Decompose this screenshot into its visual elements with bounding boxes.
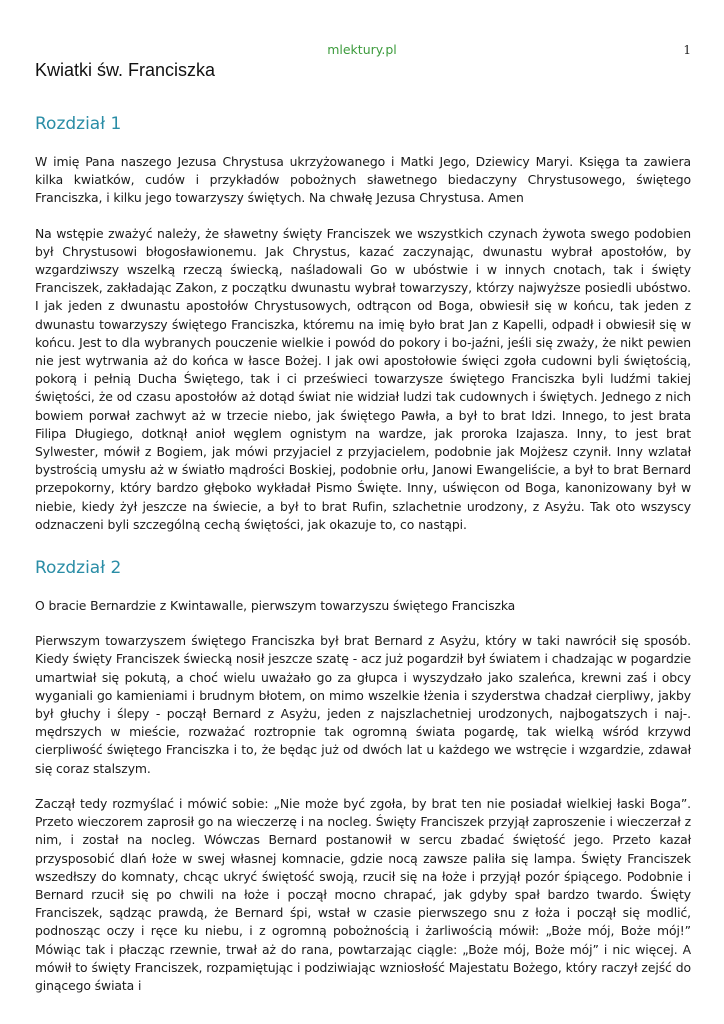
book-title: Kwiatki św. Franciszka — [35, 60, 216, 80]
chapter-2 — [35, 558, 691, 995]
body-paragraph: Pierwszym towarzyszem świętego Franciszka był brat Bernard z Asyżu, który w taki nawrócił się sposób. Kiedy święty Franciszek świecką nosił jeszcze szatę - acz już pogardził był światem i chadzając w pogardzie umartwiał się pokutą, a choć wielu uważało go za głupca i wyszydzało jako szaleńca, krewni zaś i obcy wyganiali go kamieniami i brudnym błotem, on mimo wszelkie łżenia i szyderstwa chadzał cierpliwy, jakby był głuchy i ślepy - począł Bernard z Asyżu, jeden z najszlachetniej urodzonych, najbogatszych i naj-. mędrszych w mieście, rozważać roztropnie tak ogromną świata pogardę, tak wielką wśród krzywd cierpliwość świętego Franciszka i to, że będąc już od dwóch lat u każdego we wstręcie i wzgardzie, zdawał się coraz stalszym. — [35, 633, 691, 776]
chapter-heading: Rozdział 1 — [35, 114, 122, 134]
page-number: 1 — [683, 43, 691, 57]
chapter-heading: Rozdział 2 — [35, 558, 122, 579]
chapter-1 — [35, 114, 691, 534]
site-header-link[interactable]: mlektury.pl — [327, 42, 397, 57]
document-body — [35, 114, 691, 995]
chapter-subtitle: O bracie Bernardzie z Kwintawalle, pierwszym towarzyszu świętego Franciszka — [35, 598, 516, 614]
body-paragraph: Zaczął tedy rozmyślać i mówić sobie: „Nie może być zgoła, by brat ten nie posiadał wielkiej łaski Boga”. Przeto wieczorem zaprosił go na wieczerzę i na nocleg. Święty Franciszek przyjął zaproszenie i wieczerzał z nim, i został na nocleg. Wówczas Bernard postanowił w sercu zbadać świętość jego. Przeto kazał przysposobić dlań łoże w swej własnej komnacie, gdzie nocą zawsze paliła się lampa. Święty Franciszek wszedłszy do komnaty, chcąc ukryć świętość swoją, rzucił się na łoże i przyjął pozór śpiącego. Podobnie i Bernard rzucił się po chwili na łoże i począł mocno chrapać, jak gdyby spał bardzo twardo. Święty Franciszek, sądząc prawdą, że Bernard śpi, wstał w czasie pierwszego snu z łoża i począł się modlić, podnosząc oczy i ręce ku niebu, i z ogromną pobożnością i żarliwością mówił: „Boże mój, Boże mój!” Mówiąc tak i płacząc rzewnie, trwał aż do rana, powtarzając ciągle: „Boże mój, Boże mój” i nic więcej. A mówił to święty Franciszek, rozpamiętując i podziwiając wzniosłość Majestatu Bożego, który raczył zejść do ginącego świata i — [35, 795, 691, 993]
body-paragraph: Na wstępie zważyć należy, że sławetny święty Franciszek we wszystkich czynach żywota swego podobien był Chrystusowi błogosławionemu. Jak Chrystus, kazać zaczynając, dwunastu wybrał apostołów, by wzgardziwszy wszelką rzeczą świecką, naśladowali Go w ubóstwie i w innych cnotach, tak i święty Franciszek, zakładając Zakon, z początku dwunastu wybrał towarzyszy, którzy najwyższe posiedli ubóstwo. I jak jeden z dwunastu apostołów Chrystusowych, odtrącon od Boga, obwiesił się w końcu, tak jeden z dwunastu towarzyszy świętego Franciszka, któremu na imię było brat Jan z Kapelli, odpadł i obwiesił się w końcu. Jest to dla wybranych pouczenie wielkie i powód do pokory i bo-jaźni, jeśli się zważy, że nikt pewien nie jest wytrwania aż do końca w łasce Bożej. I jak owi apostołowie święci zgoła cudowni byli świętością, pokorą i pełnią Ducha Świętego, tak i ci prześwieci towarzysze świętego Franciszka byli ludźmi takiej świętości, że od czasu apostołów aż dotąd świat nie widział ludzi tak cudownych i świętych. Jednego z nich bowiem porwał zachwyt aż w trzecie niebo, jak świętego Pawła, a był to brat Idzi. Innego, to jest brata Filipa Długiego, dotknął anioł węglem ognistym na wardze, jak proroka Izajasza. Inny, to jest brat Sylwester, mówił z Bogiem, jak mówi przyjaciel z przyjacielem, podobnie jak Mojżesz czynił. Inny wzlatał bystrością umysłu aż w światło mądrości Boskiej, podobnie orłu, Janowi Ewangeliście, a był to brat Bernard przepokorny, który bardzo głęboko wykładał Pismo Święte. Inny, uświęcon od Boga, kanonizowany był w niebie, kiedy żył jeszcze na świecie, a był to brat Rufin, szlachetnie urodzony, z Asyżu. Tak oto wszyscy odznaczeni byli szczególną cechą świętości, jak okazuje to, co nastąpi. — [35, 225, 691, 532]
chapter-intro-paragraph: W imię Pana naszego Jezusa Chrystusa ukrzyżowanego i Matki Jego, Dziewicy Maryi. Księga ta zawiera kilka kwiatków, cudów i przykładów pobożnych sławetnego biedaczyny Chrystusowego, świętego Franciszka, i kilku jego towarzyszy świętych. Na chwałę Jezusa Chrystusa. Amen — [35, 154, 691, 206]
